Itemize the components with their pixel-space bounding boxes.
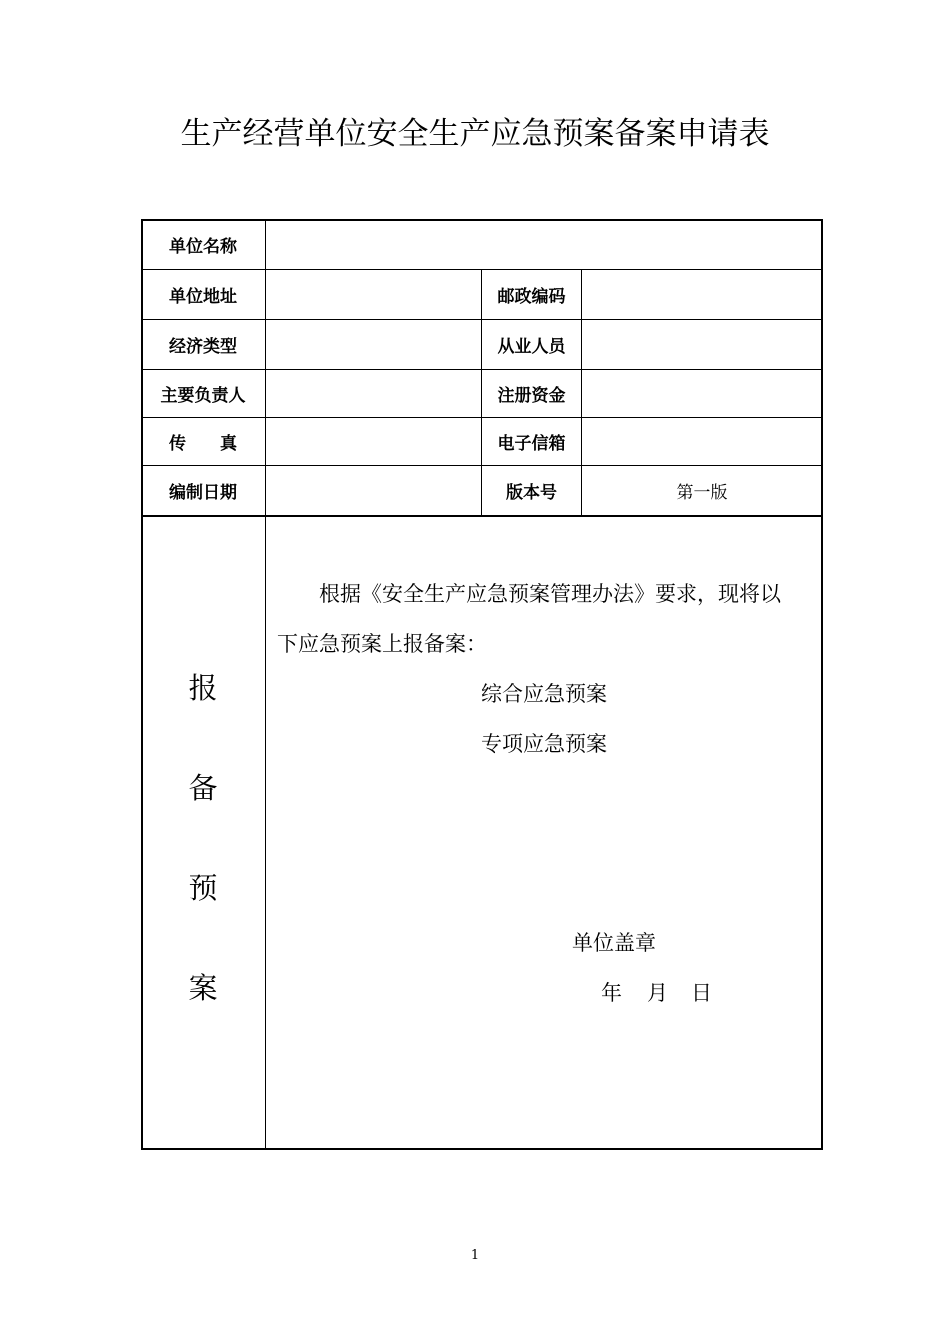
label-fax-a: 传 (169, 434, 186, 454)
label-employees: 从业人员 (497, 337, 566, 357)
side-label-char: 预 (188, 871, 218, 905)
date-year: 年 (601, 981, 622, 1005)
label-version: 版本号 (506, 483, 557, 503)
page-number: 1 (470, 1248, 480, 1263)
statement-line-1: 根据《安全生产应急预案管理办法》要求，现将以 (319, 582, 781, 606)
label-economic-type: 经济类型 (169, 337, 237, 357)
page-title: 生产经营单位安全生产应急预案备案申请表 (180, 116, 770, 152)
field-economic-type[interactable] (266, 320, 481, 369)
field-registered-capital[interactable] (582, 370, 822, 417)
field-compile-date[interactable] (266, 466, 481, 515)
side-label-char: 案 (188, 971, 218, 1005)
date-month: 月 (647, 981, 668, 1005)
field-principal[interactable] (266, 370, 481, 417)
label-email: 电子信箱 (497, 434, 566, 454)
row-divider (141, 515, 823, 517)
plan-special: 专项应急预案 (481, 732, 607, 756)
plan-comprehensive: 综合应急预案 (481, 682, 607, 706)
side-label-char: 备 (188, 771, 218, 805)
field-email[interactable] (582, 418, 822, 465)
field-unit-address[interactable] (266, 270, 481, 319)
label-principal: 主要负责人 (160, 386, 246, 406)
label-postal-code: 邮政编码 (497, 287, 566, 307)
field-employees[interactable] (582, 320, 822, 369)
label-unit-address: 单位地址 (169, 287, 237, 307)
field-postal-code[interactable] (582, 270, 822, 319)
unit-seal: 单位盖章 (572, 931, 656, 955)
label-fax (141, 418, 265, 465)
statement-line-2: 下应急预案上报备案： (277, 632, 487, 656)
label-unit-name: 单位名称 (169, 237, 237, 257)
field-fax[interactable] (266, 418, 481, 465)
label-compile-date: 编制日期 (169, 483, 237, 503)
date-day: 日 (691, 981, 712, 1005)
label-fax-b: 真 (220, 434, 237, 454)
field-unit-name[interactable] (266, 220, 822, 269)
side-label-char: 报 (188, 671, 218, 705)
field-version[interactable]: 第一版 (676, 483, 728, 503)
label-registered-capital: 注册资金 (497, 386, 566, 406)
